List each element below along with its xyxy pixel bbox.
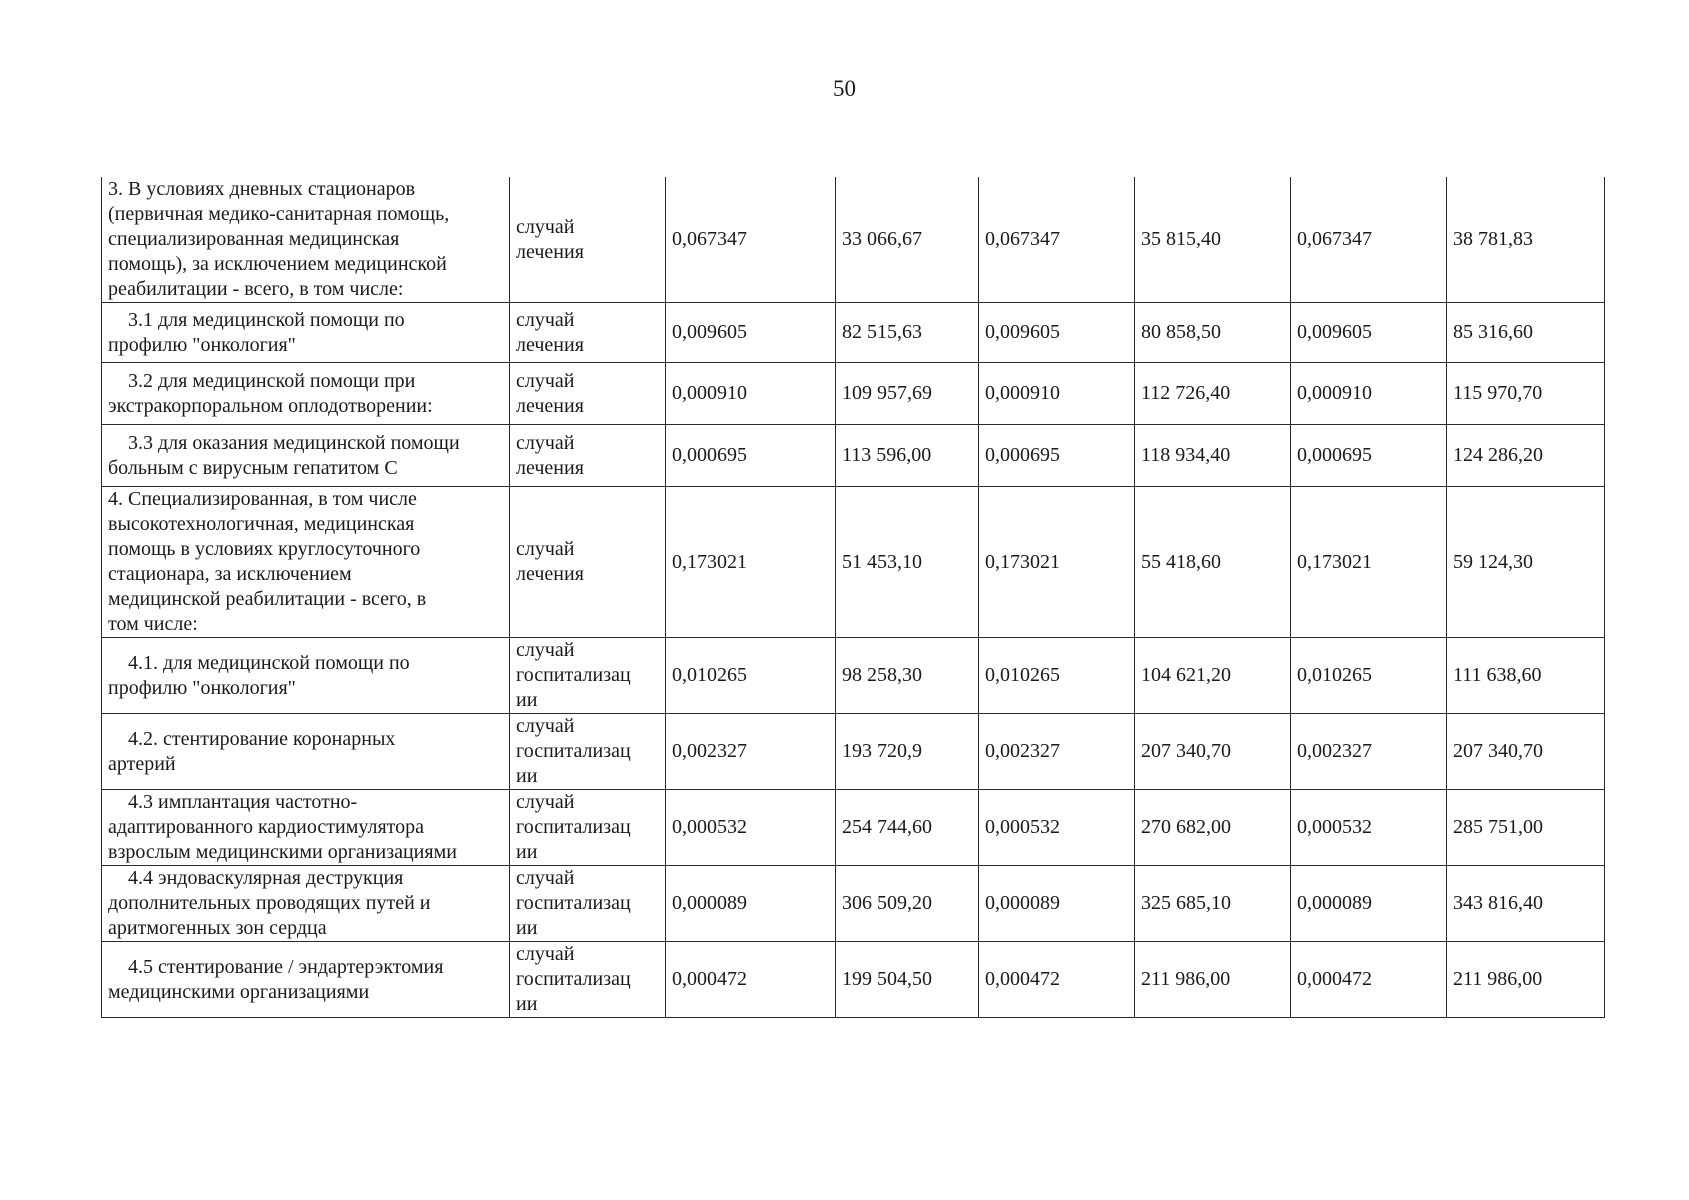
cost-cell: 124 286,20 [1447,425,1605,487]
description-line: специализированная медицинская [108,228,400,250]
rate-cell: 0,173021 [979,487,1135,638]
unit-line: случай [516,639,575,661]
cost-cell: 207 340,70 [1135,714,1291,790]
row-description [102,714,510,790]
row-unit [510,866,666,942]
row-description [102,790,510,866]
description-line: 3.3 для оказания медицинской помощи [128,431,460,454]
unit-line: госпитализац [516,664,631,686]
row-unit [510,425,666,487]
row-description [102,638,510,714]
table-row [102,790,1605,866]
cost-cell: 112 726,40 [1135,363,1291,425]
description-line: 4.1. для медицинской помощи по [128,651,410,674]
row-description [102,866,510,942]
rate-cell: 0,002327 [1291,714,1447,790]
cost-cell: 306 509,20 [836,866,979,942]
rate-cell: 0,067347 [979,177,1135,303]
table-row [102,942,1605,1018]
unit-line: лечения [516,333,584,356]
rate-cell: 0,000089 [1291,866,1447,942]
unit-line: ии [516,841,538,863]
description-line: взрослым медицинскими организациями [108,841,457,863]
rate-cell: 0,010265 [979,638,1135,714]
rate-cell: 0,000532 [979,790,1135,866]
description-line: помощь), за исключением медицинской [108,253,447,275]
row-description [102,425,510,487]
unit-line: случай [516,431,575,454]
cost-cell: 211 986,00 [1135,942,1291,1018]
unit-line: ии [516,689,538,711]
table-row [102,866,1605,942]
rate-cell: 0,000910 [666,363,836,425]
description-line: профилю "онкология" [108,676,296,699]
description-line: 3. В условиях дневных стационаров [108,178,416,200]
rate-cell: 0,173021 [1291,487,1447,638]
description-line: стационара, за исключением [108,563,352,585]
rates-table [101,177,1605,1018]
cost-cell: 270 682,00 [1135,790,1291,866]
cost-cell: 35 815,40 [1135,177,1291,303]
rate-cell: 0,000695 [666,425,836,487]
description-line: больным с вирусным гепатитом С [108,456,398,479]
rate-cell: 0,002327 [666,714,836,790]
row-unit [510,303,666,363]
unit-line: госпитализац [516,968,631,990]
description-line: 4.2. стентирование коронарных [128,727,396,750]
rate-cell: 0,010265 [666,638,836,714]
table-row [102,487,1605,638]
description-line: 3.1 для медицинской помощи по [128,308,405,331]
rate-cell: 0,000472 [979,942,1135,1018]
description-line: артерий [108,752,176,775]
description-line: дополнительных проводящих путей и [108,892,431,914]
unit-line: случай [516,369,575,392]
unit-line: ии [516,765,538,787]
rate-cell: 0,000089 [979,866,1135,942]
unit-line: лечения [516,563,584,585]
unit-line: случай [516,215,575,238]
description-line: (первичная медико-санитарная помощь, [108,203,450,225]
cost-cell: 193 720,9 [836,714,979,790]
row-unit [510,790,666,866]
page-number: 50 [833,76,856,101]
unit-line: ии [516,917,538,939]
rate-cell: 0,000910 [979,363,1135,425]
cost-cell: 33 066,67 [836,177,979,303]
description-line: реабилитации - всего, в том числе: [108,278,404,300]
row-unit [510,487,666,638]
table-row [102,714,1605,790]
unit-line: случай [516,308,575,331]
cost-cell: 98 258,30 [836,638,979,714]
description-line: помощь в условиях круглосуточного [108,538,421,560]
description-line: 4. Специализированная, в том числе [108,488,417,510]
cost-cell: 199 504,50 [836,942,979,1018]
row-unit [510,363,666,425]
rate-cell: 0,173021 [666,487,836,638]
cost-cell: 343 816,40 [1447,866,1605,942]
table-row [102,177,1605,303]
rate-cell: 0,000472 [666,942,836,1018]
description-line: высокотехнологичная, медицинская [108,513,415,535]
cost-cell: 82 515,63 [836,303,979,363]
description-line: 3.2 для медицинской помощи при [128,369,416,392]
cost-cell: 325 685,10 [1135,866,1291,942]
cost-cell: 285 751,00 [1447,790,1605,866]
table-row [102,425,1605,487]
cost-cell: 59 124,30 [1447,487,1605,638]
table-row [102,638,1605,714]
row-unit [510,177,666,303]
rate-cell: 0,009605 [1291,303,1447,363]
cost-cell: 80 858,50 [1135,303,1291,363]
description-line: 4.5 стентирование / эндартерэктомия [128,955,444,978]
cost-cell: 109 957,69 [836,363,979,425]
cost-cell: 115 970,70 [1447,363,1605,425]
cost-cell: 55 418,60 [1135,487,1291,638]
cost-cell: 207 340,70 [1447,714,1605,790]
description-line: экстракорпоральном оплодотворении: [108,394,433,417]
rate-cell: 0,000532 [1291,790,1447,866]
rate-cell: 0,002327 [979,714,1135,790]
cost-cell: 51 453,10 [836,487,979,638]
unit-line: случай [516,867,575,889]
row-description [102,487,510,638]
unit-line: госпитализац [516,816,631,838]
description-line: 4.3 имплантация частотно- [128,791,358,813]
row-description [102,942,510,1018]
unit-line: случай [516,943,575,965]
description-line: профилю "онкология" [108,333,296,356]
cost-cell: 111 638,60 [1447,638,1605,714]
row-unit [510,942,666,1018]
rate-cell: 0,009605 [666,303,836,363]
description-line: медицинской реабилитации - всего, в [108,588,427,610]
unit-line: госпитализац [516,892,631,914]
description-line: аритмогенных зон сердца [108,917,327,939]
cost-cell: 85 316,60 [1447,303,1605,363]
rate-cell: 0,000695 [979,425,1135,487]
unit-line: случай [516,715,575,737]
description-line: медицинскими организациями [108,980,370,1003]
description-line: том числе: [108,613,198,635]
rate-cell: 0,010265 [1291,638,1447,714]
cost-cell: 118 934,40 [1135,425,1291,487]
row-unit [510,638,666,714]
rate-cell: 0,067347 [666,177,836,303]
unit-line: ии [516,993,538,1015]
table-row [102,363,1605,425]
unit-line: лечения [516,240,584,263]
table-row [102,303,1605,363]
rate-cell: 0,000472 [1291,942,1447,1018]
rate-cell: 0,009605 [979,303,1135,363]
rate-cell: 0,067347 [1291,177,1447,303]
cost-cell: 104 621,20 [1135,638,1291,714]
row-description [102,303,510,363]
description-line: адаптированного кардиостимулятора [108,816,425,838]
unit-line: лечения [516,394,584,417]
cost-cell: 254 744,60 [836,790,979,866]
description-line: 4.4 эндоваскулярная деструкция [128,867,404,889]
cost-cell: 211 986,00 [1447,942,1605,1018]
rate-cell: 0,000532 [666,790,836,866]
rate-cell: 0,000695 [1291,425,1447,487]
unit-line: лечения [516,456,584,479]
rate-cell: 0,000089 [666,866,836,942]
unit-line: госпитализац [516,740,631,762]
unit-line: случай [516,791,575,813]
cost-cell: 38 781,83 [1447,177,1605,303]
row-description [102,363,510,425]
rate-cell: 0,000910 [1291,363,1447,425]
row-description [102,177,510,303]
cost-cell: 113 596,00 [836,425,979,487]
unit-line: случай [516,538,575,560]
row-unit [510,714,666,790]
